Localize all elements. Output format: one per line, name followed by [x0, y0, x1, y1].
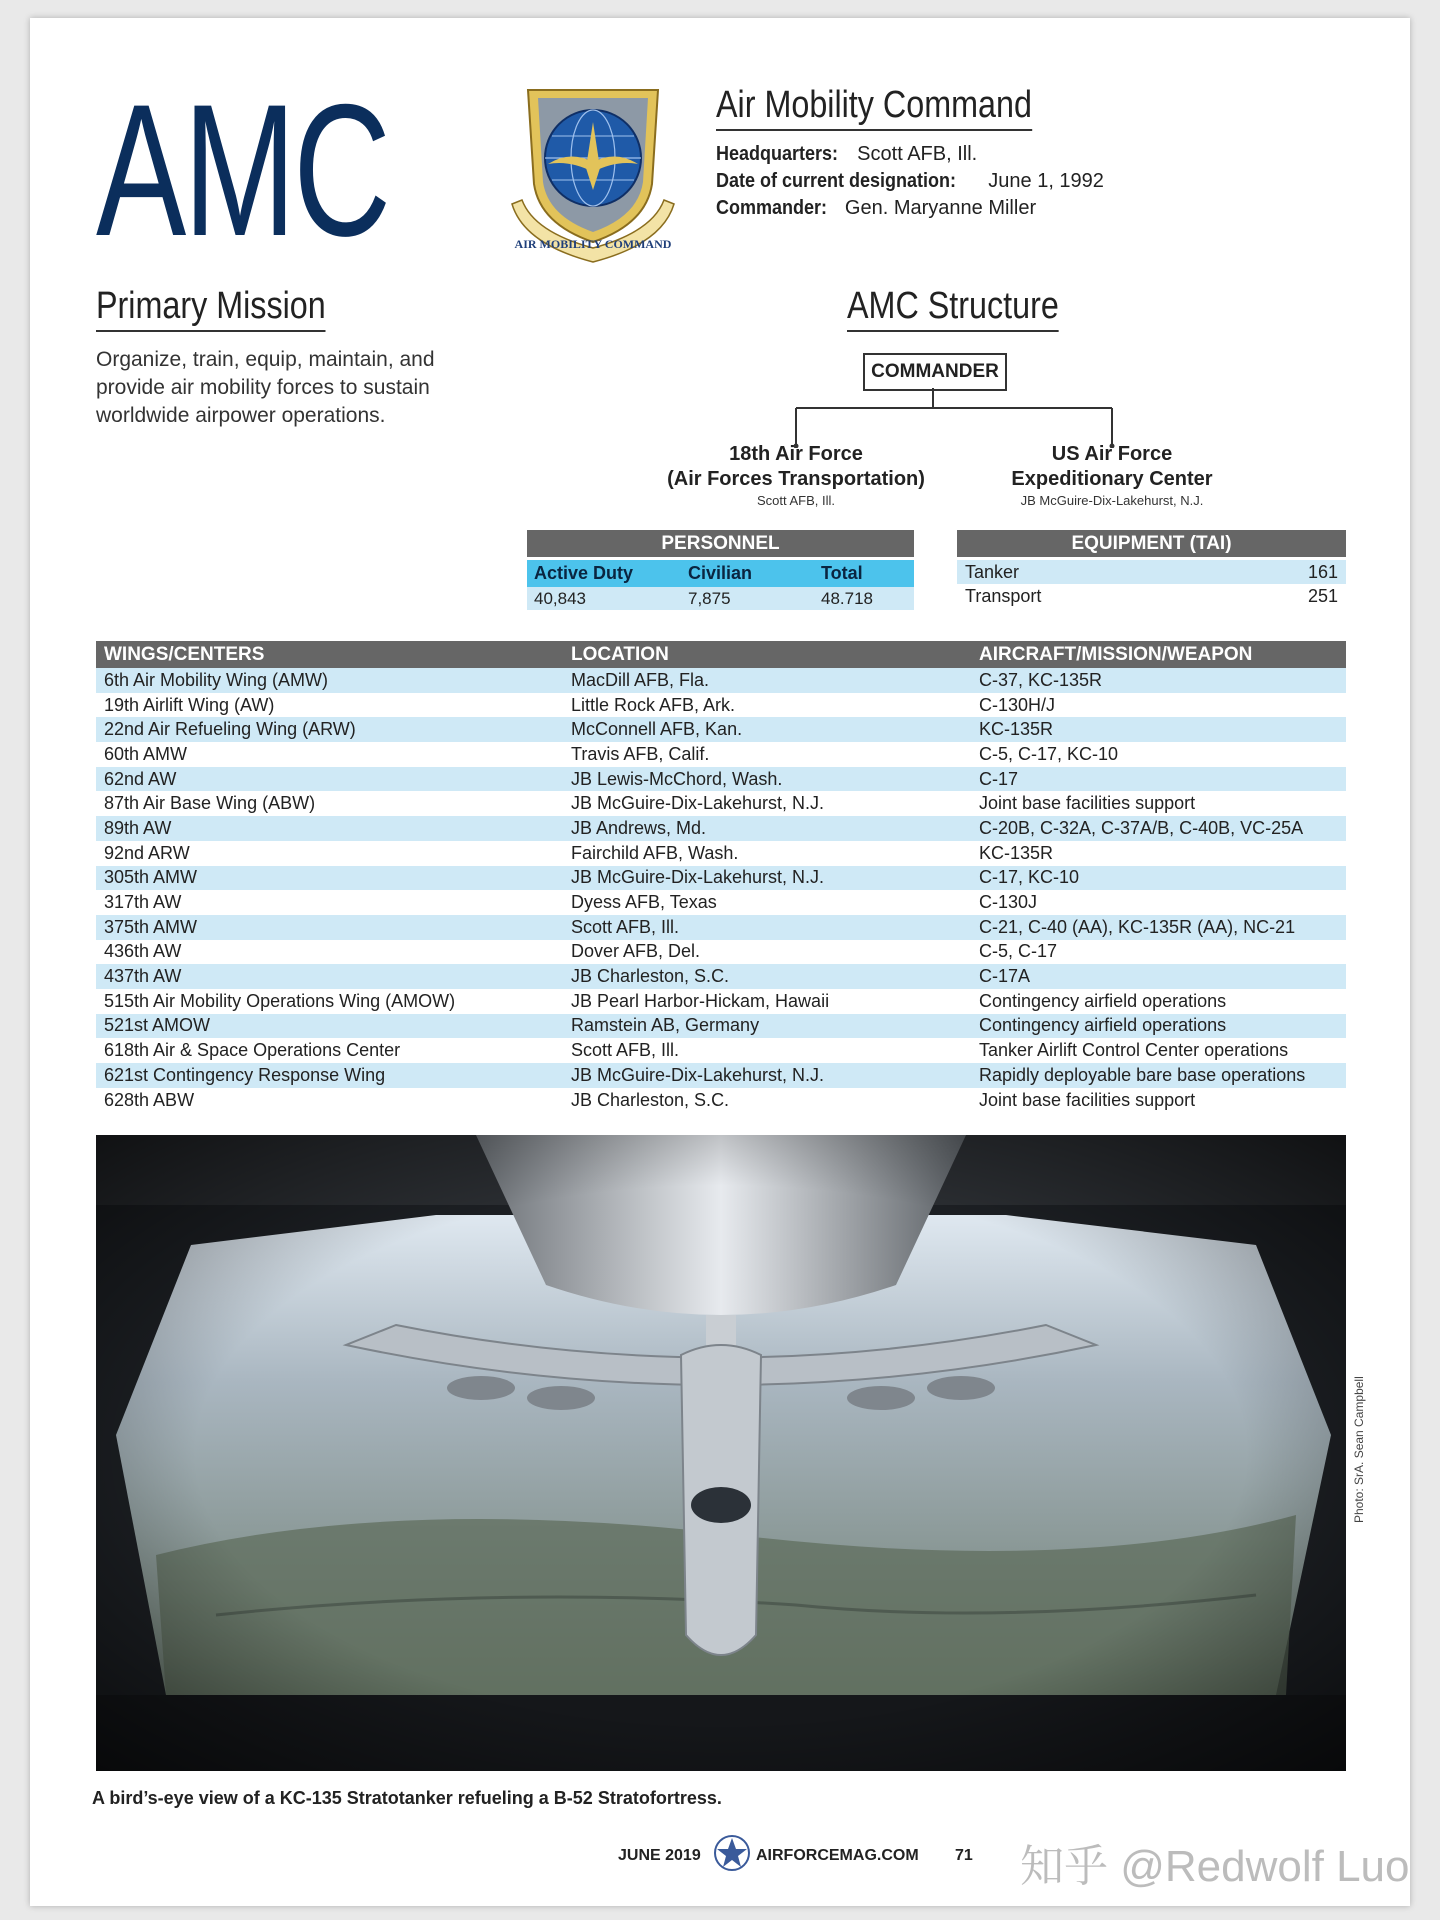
- photo-credit: Photo: SrA. Sean Campbell: [1352, 1376, 1366, 1523]
- wing-cell: 437th AW: [96, 964, 563, 989]
- wing-cell: 60th AMW: [104, 743, 188, 764]
- aircraft-cell: Tanker Airlift Control Center operations: [979, 1040, 1289, 1061]
- table-row: [96, 1063, 1346, 1088]
- wing-cell: 87th Air Base Wing (ABW): [104, 793, 316, 814]
- info-value: June 1, 1992: [988, 170, 1104, 192]
- node-line2: Expeditionary Center: [1011, 468, 1213, 490]
- location-cell: Dover AFB, Del.: [571, 941, 701, 962]
- table-row: [96, 1038, 1346, 1063]
- aircraft-cell: Contingency airfield operations: [979, 990, 1227, 1011]
- table-row: [96, 940, 1346, 965]
- wing-cell: 375th AMW: [96, 915, 563, 940]
- star-roundel-icon: [713, 1834, 751, 1877]
- info-headquarters: [716, 143, 977, 166]
- location-cell: Scott AFB, Ill.: [571, 1040, 680, 1061]
- footer-site: AIRFORCEMAG.COM: [756, 1847, 919, 1864]
- equipment-box: [957, 530, 1346, 608]
- wing-cell: 22nd Air Refueling Wing (ARW): [96, 717, 563, 742]
- aircraft-cell: C-5, C-17: [979, 941, 1058, 962]
- personnel-box: [527, 530, 914, 610]
- table-row: [96, 1014, 1346, 1039]
- equipment-label: Transport: [965, 586, 1042, 606]
- personnel-columns: [527, 560, 914, 587]
- wing-cell: 19th Airlift Wing (AW): [104, 694, 275, 715]
- aircraft-cell: Joint base facilities support: [979, 1089, 1196, 1110]
- aircraft-cell: Joint base facilities support: [979, 793, 1196, 814]
- personnel-col-total: Total: [821, 563, 863, 583]
- footer-date: JUNE 2019: [618, 1847, 701, 1864]
- structure-heading: AMC Structure: [847, 285, 1059, 332]
- location-cell: JB McGuire-Dix-Lakehurst, N.J.: [563, 1063, 971, 1088]
- location-cell: JB Charleston, S.C.: [563, 964, 971, 989]
- table-row: [96, 964, 1346, 989]
- node-line1: US Air Force: [1051, 443, 1173, 465]
- equipment-heading: EQUIPMENT (TAI): [957, 530, 1346, 557]
- personnel-values: [527, 587, 914, 610]
- aircraft-cell: C-130H/J: [979, 694, 1056, 715]
- info-commander: [716, 197, 1036, 220]
- wing-cell: 6th Air Mobility Wing (AMW): [96, 668, 563, 693]
- wing-cell: 317th AW: [104, 892, 182, 913]
- aircraft-cell: Contingency airfield operations: [971, 1014, 1346, 1039]
- equipment-value: 161: [1307, 562, 1338, 582]
- node-line1: 18th Air Force: [729, 443, 863, 465]
- table-row: [96, 816, 1346, 841]
- equipment-row-transport: [957, 584, 1346, 608]
- info-value: Gen. Maryanne Miller: [844, 197, 1037, 219]
- location-cell: Fairchild AFB, Wash.: [571, 842, 739, 863]
- table-row: [96, 717, 1346, 742]
- table-row: [96, 742, 1346, 767]
- personnel-civilian-value: 7,875: [688, 589, 731, 608]
- info-label: Date of current designation:: [716, 170, 957, 192]
- col-aircraft: AIRCRAFT/MISSION/WEAPON: [971, 641, 1346, 668]
- wing-cell: 618th Air & Space Operations Center: [104, 1040, 401, 1061]
- location-cell: Little Rock AFB, Ark.: [571, 694, 736, 715]
- aircraft-cell: C-17A: [971, 964, 1346, 989]
- location-cell: MacDill AFB, Fla.: [563, 668, 971, 693]
- location-cell: Scott AFB, Ill.: [563, 915, 971, 940]
- table-row: [96, 866, 1346, 891]
- location-cell: Ramstein AB, Germany: [563, 1014, 971, 1039]
- aircraft-cell: C-20B, C-32A, C-37A/B, C-40B, VC-25A: [971, 816, 1346, 841]
- wing-cell: 621st Contingency Response Wing: [96, 1063, 563, 1088]
- table-row: [96, 989, 1346, 1014]
- wings-header-row: [96, 641, 1346, 668]
- org-chart-connectors: [750, 388, 1150, 448]
- col-location: LOCATION: [563, 641, 971, 668]
- table-row: [96, 890, 1346, 915]
- info-label: Headquarters:: [716, 143, 839, 165]
- info-value: Scott AFB, Ill.: [857, 143, 978, 165]
- wing-cell: 515th Air Mobility Operations Wing (AMOW): [104, 990, 456, 1011]
- node-line2: (Air Forces Transportation): [667, 468, 925, 490]
- location-cell: JB Andrews, Md.: [563, 816, 971, 841]
- photo-caption: A bird’s-eye view of a KC-135 Stratotanker refueling a B-52 Stratofortress.: [92, 1788, 722, 1808]
- location-cell: Dyess AFB, Texas: [571, 892, 717, 913]
- wing-cell: 436th AW: [104, 941, 182, 962]
- aircraft-cell: C-17, KC-10: [971, 866, 1346, 891]
- location-cell: JB Pearl Harbor-Hickam, Hawaii: [571, 990, 830, 1011]
- personnel-col-active: Active Duty: [534, 563, 634, 583]
- org-chart-node-18th-af: [636, 442, 956, 510]
- equipment-value: 251: [1307, 586, 1338, 606]
- table-row: [96, 767, 1346, 792]
- amc-emblem: [504, 72, 682, 272]
- table-row: [96, 693, 1346, 718]
- location-cell: JB McGuire-Dix-Lakehurst, N.J.: [571, 793, 825, 814]
- mission-text: Organize, train, equip, maintain, and provide air mobility forces to sustain worldwide airpower operations.: [96, 348, 435, 427]
- aircraft-cell: KC-135R: [979, 842, 1054, 863]
- aircraft-cell: C-5, C-17, KC-10: [979, 743, 1119, 764]
- info-designation-date: [716, 170, 1104, 193]
- wing-cell: 521st AMOW: [96, 1014, 563, 1039]
- aircraft-cell: KC-135R: [971, 717, 1346, 742]
- info-label: Commander:: [716, 197, 828, 219]
- personnel-active-value: 40,843: [534, 589, 586, 608]
- org-chart-commander: COMMANDER: [863, 353, 1007, 391]
- personnel-total-value: 48.718: [821, 589, 873, 608]
- wing-cell: 628th ABW: [104, 1089, 195, 1110]
- node-location: JB McGuire-Dix-Lakehurst, N.J.: [1020, 493, 1204, 508]
- wing-cell: 62nd AW: [96, 767, 563, 792]
- table-row: [96, 841, 1346, 866]
- refueling-photo: [96, 1135, 1346, 1771]
- page-acronym: AMC: [96, 65, 389, 275]
- table-row: [96, 915, 1346, 940]
- footer-page-number: 71: [955, 1847, 973, 1864]
- personnel-heading: PERSONNEL: [527, 530, 914, 557]
- location-cell: JB McGuire-Dix-Lakehurst, N.J.: [563, 866, 971, 891]
- location-cell: JB Lewis-McChord, Wash.: [563, 767, 971, 792]
- emblem-scroll-text: AIR MOBILITY COMMAND: [514, 237, 672, 251]
- magazine-page: [30, 18, 1410, 1906]
- aircraft-cell: Rapidly deployable bare base operations: [971, 1063, 1346, 1088]
- location-cell: JB Charleston, S.C.: [571, 1089, 730, 1110]
- org-name: Air Mobility Command: [716, 84, 1032, 131]
- wings-table: [96, 641, 1346, 1112]
- org-chart-node-expeditionary-center: [952, 442, 1272, 510]
- equipment-label: Tanker: [965, 562, 1020, 582]
- aircraft-cell: C-17: [971, 767, 1346, 792]
- aircraft-cell: C-37, KC-135R: [971, 668, 1346, 693]
- location-cell: McConnell AFB, Kan.: [563, 717, 971, 742]
- wing-cell: 89th AW: [96, 816, 563, 841]
- table-row: [96, 1088, 1346, 1113]
- personnel-col-civilian: Civilian: [688, 563, 753, 583]
- col-wings: WINGS/CENTERS: [96, 641, 563, 668]
- node-location: Scott AFB, Ill.: [756, 493, 836, 508]
- mission-heading: Primary Mission: [96, 285, 326, 332]
- aircraft-cell: C-21, C-40 (AA), KC-135R (AA), NC-21: [971, 915, 1346, 940]
- table-row: [96, 791, 1346, 816]
- wing-cell: 305th AMW: [96, 866, 563, 891]
- wing-cell: 92nd ARW: [104, 842, 190, 863]
- location-cell: Travis AFB, Calif.: [571, 743, 710, 764]
- table-row: [96, 668, 1346, 693]
- watermark: 知乎 @Redwolf Luo: [1020, 1842, 1410, 1891]
- aircraft-cell: C-130J: [979, 892, 1038, 913]
- equipment-row-tanker: [957, 560, 1346, 584]
